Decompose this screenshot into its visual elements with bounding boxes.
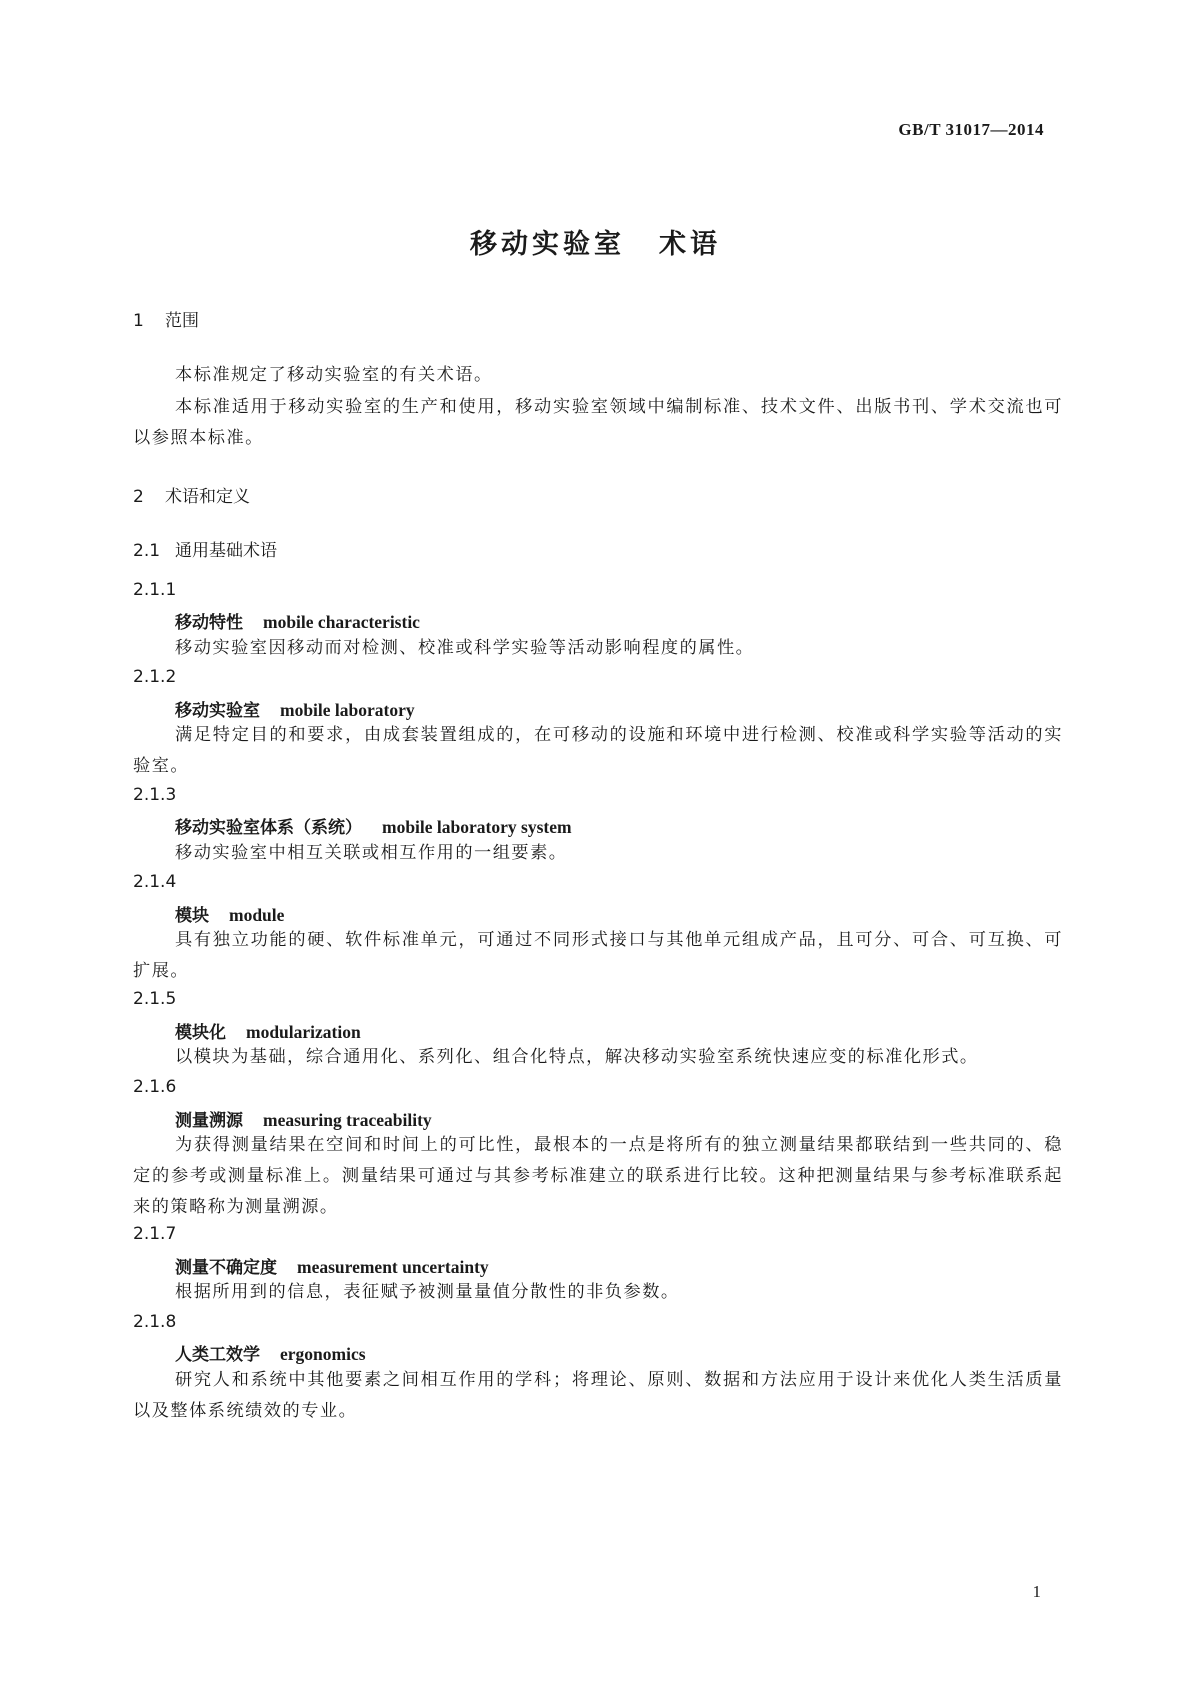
section-title: 术语和定义 [165,487,250,507]
term-zh: 测量溯源 [175,1111,243,1131]
term-en: measuring traceability [263,1110,432,1130]
term-definition: 移动实验室因移动而对检测、校准或科学实验等活动影响程度的属性。 [175,638,755,658]
document-title [0,222,1191,261]
subsection-number: 2.1 [133,541,161,561]
term-heading [175,813,572,838]
term-heading [175,901,284,926]
term-en: mobile characteristic [263,612,420,632]
term-heading [175,1106,432,1131]
page-number: 1 [1032,1582,1041,1601]
section-2-heading [133,482,250,507]
term-definition: 具有独立功能的硬、软件标准单元，可通过不同形式接口与其他单元组成产品，且可分、可合、可互换、可扩展。 [133,930,1063,981]
standard-number: GB/T 31017—2014 [898,120,1044,139]
term-definition: 根据所用到的信息，表征赋予被测量量值分散性的非负参数。 [175,1282,680,1302]
term-zh: 移动实验室 [175,701,260,721]
title-part-1: 移动实验室 [470,229,625,260]
section-1-heading [133,306,199,331]
term-zh: 移动特性 [175,613,243,633]
term-number: 2.1.6 [133,1077,177,1097]
term-zh: 人类工效学 [175,1345,260,1365]
term-number: 2.1.4 [133,872,177,892]
term-number: 2.1.2 [133,667,177,687]
term-definition: 为获得测量结果在空间和时间上的可比性，最根本的一点是将所有的独立测量结果都联结到一些共同的、稳定的参考或测量标准上。测量结果可通过与其参考标准建立的联系进行比较。这种把测量结果与参考标准联系起来的策略称为测量溯源。 [133,1135,1063,1217]
section-number: 2 [133,487,144,507]
term-zh: 测量不确定度 [175,1258,277,1278]
term-en: mobile laboratory system [382,817,572,837]
term-definition: 研究人和系统中其他要素之间相互作用的学科；将理论、原则、数据和方法应用于设计来优化人类生活质量以及整体系统绩效的专业。 [133,1370,1063,1421]
term-heading [175,608,420,633]
term-zh: 移动实验室体系（系统） [175,818,362,838]
term-en: module [229,905,285,925]
term-zh: 模块 [175,906,209,926]
term-en: ergonomics [280,1344,366,1364]
scope-paragraph-2: 本标准适用于移动实验室的生产和使用，移动实验室领域中编制标准、技术文件、出版书刊、学术交流也可以参照本标准。 [133,397,1063,448]
term-en: modularization [246,1022,361,1042]
term-definition: 移动实验室中相互关联或相互作用的一组要素。 [175,843,568,863]
term-zh: 模块化 [175,1023,226,1043]
term-heading [175,696,415,721]
subsection-title: 通用基础术语 [175,541,277,561]
term-number: 2.1.8 [133,1312,177,1332]
term-number: 2.1.3 [133,785,177,805]
term-en: mobile laboratory [280,700,415,720]
term-number: 2.1.1 [133,580,177,600]
term-number: 2.1.5 [133,989,177,1009]
term-heading [175,1253,489,1278]
subsection-2-1-heading [133,536,277,561]
term-heading [175,1018,361,1043]
section-number: 1 [133,311,144,331]
term-en: measurement uncertainty [297,1257,489,1277]
term-number: 2.1.7 [133,1224,177,1244]
section-title: 范围 [165,311,199,331]
title-part-2: 术语 [659,229,721,260]
term-heading [175,1340,366,1365]
term-definition: 满足特定目的和要求，由成套装置组成的，在可移动的设施和环境中进行检测、校准或科学实验等活动的实验室。 [133,725,1063,776]
scope-paragraph-1: 本标准规定了移动实验室的有关术语。 [175,365,493,385]
term-definition: 以模块为基础，综合通用化、系列化、组合化特点，解决移动实验室系统快速应变的标准化形式。 [175,1047,979,1067]
